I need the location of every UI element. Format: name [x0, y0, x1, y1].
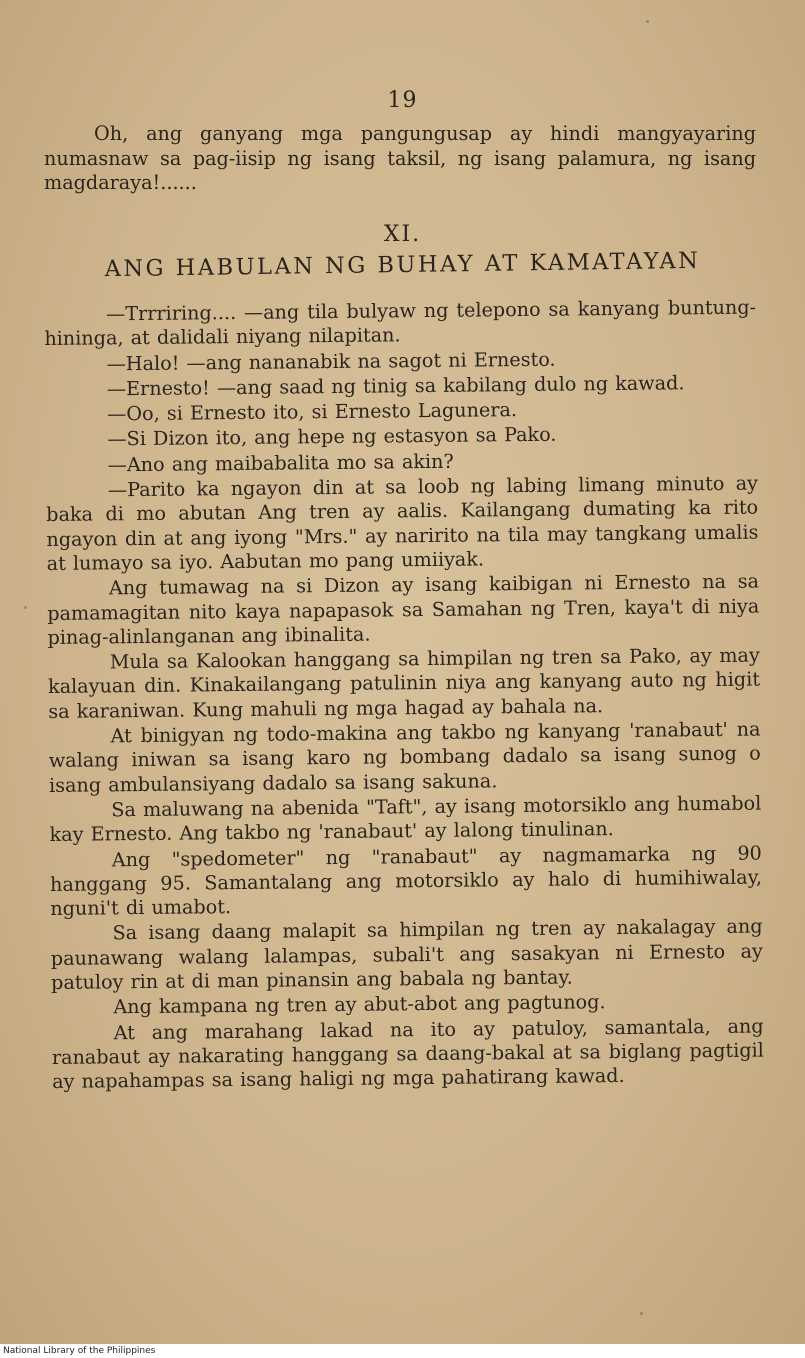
paper-speck [24, 606, 27, 609]
paragraph: —Trrriring.... —ang tila bulyaw ng telepono sa kanyang buntung-hininga, at dalidali niyang nilapitan. [44, 295, 757, 351]
paper-speck [640, 1312, 643, 1315]
library-watermark: National Library of the Philippines [0, 1344, 805, 1358]
paragraph: Sa isang daang malapit sa himpilan ng tren ay nakalagay ang paunawang walang lalampas, subali't ang sasakyan ni Ernesto ay patuloy rin at di man pinansin ang babala ng bantay. [50, 914, 763, 994]
intro-text [44, 122, 756, 196]
paragraph: —Parito ka ngayon din at sa loob ng labing limang minuto ay baka di mo abutan Ang tren ay aalis. Kailangang dumating ka rito ngayon din at ang iyong "Mrs." ay naririto na tila may tangkang umalis at lumayo sa iyo. Aabutan mo pang umiiyak. [46, 471, 759, 575]
paragraph: —Si Dizon ito, ang hepe ng estasyon sa Pako. [107, 423, 557, 451]
intro-paragraph: Oh, ang ganyang mga pangungusap ay hindi mangyayaring numasnaw sa pag-iisip ng isang taksil, ng isang palamura, ng isang magdaraya!...... [44, 122, 756, 194]
paragraph: Ang kampana ng tren ay abut-abot ang pagtunog. [113, 990, 606, 1019]
paragraph: —Ernesto! —ang saad ng tinig sa kabilang dulo ng kawad. [106, 371, 685, 401]
paragraph: Ang "spedometer" ng "ranabaut" ay nagmamarka ng 90 hanggang 95. Samantalang ang motorsiklo ay halo di humihiwalay, nguni't di umabot. [49, 841, 763, 921]
paragraph: —Oo, si Ernesto ito, si Ernesto Lagunera. [107, 398, 518, 426]
paragraph: Sa maluwang na abenida "Taft", ay isang motorsiklo ang humabol kay Ernesto. Ang takbo ng 'ranabaut' ay lalong tinulinan. [49, 791, 762, 847]
chapter-number: XI. [383, 222, 422, 247]
paragraph: At ang marahang lakad na ito ay patuloy, samantala, ang ranabaut ay nakarating hanggang sa daang-bakal at sa biglang pagtigil ay napahampas sa isang haligi ng mga pahatirang kawad. [51, 1014, 764, 1094]
chapter-title: ANG HABULAN NG BUHAY AT KAMATAYAN [104, 247, 701, 283]
paragraph: —Ano ang maibabalita mo sa akin? [107, 449, 454, 477]
paragraph: Ang tumawag na si Dizon ay isang kaibigan ni Ernesto na sa pamamagitan nito kaya napapasok sa Samahan ng Tren, kaya't di niya pinag-alinlanganan ang ibinalita. [47, 569, 760, 649]
paragraph: At binigyan ng todo-makina ang takbo ng kanyang 'ranabaut' na walang iniwan sa isang karo ng bombang dadalo sa isang sunog o isang ambulansiyang dadalo sa isang sakuna. [48, 717, 761, 797]
chapter-body [44, 296, 764, 1095]
paragraph: Mula sa Kalookan hanggang sa himpilan ng tren sa Pako, ay may kalayuan din. Kinakailangang patulinin niya ang kanyang auto ng higit sa karaniwan. Kung mahuli ng mga hagad ay bahala na. [47, 643, 761, 723]
paragraph: —Halo! —ang nananabik na sagot ni Ernesto. [106, 347, 556, 375]
paper-speck [646, 20, 649, 23]
page-number: 19 [387, 88, 418, 113]
